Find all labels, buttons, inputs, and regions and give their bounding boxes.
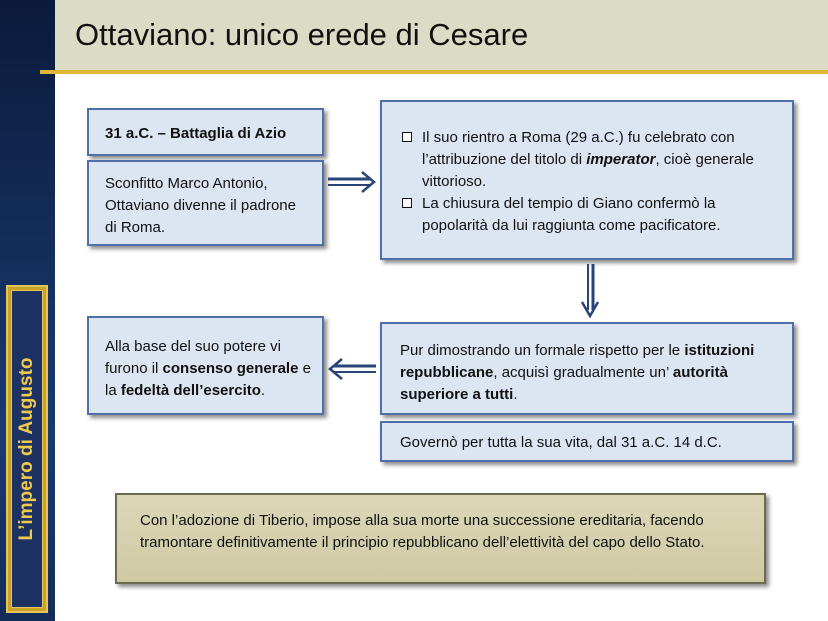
rientro-item-1-b: , cioè generale vittorioso. xyxy=(422,151,754,190)
istituzioni-t1: Pur dimostrando un formale rispetto per le xyxy=(400,342,685,359)
arrow-down-icon xyxy=(582,264,598,316)
potere-b1: consenso generale xyxy=(162,360,299,377)
governo-text: Governò per tutta la sua vita, dal 31 a.C. 14 d.C. xyxy=(400,434,722,451)
potere-t1: Alla base del suo potere vi furono il xyxy=(105,338,281,377)
azio-heading: 31 a.C. – Battaglia di Azio xyxy=(105,125,287,142)
potere-t2: e la xyxy=(105,360,311,399)
istituzioni-b2: autorità superiore a tutti xyxy=(400,364,728,403)
istituzioni-b1: istituzioni repubblicane xyxy=(400,342,755,381)
section-label: L’impero di Augusto xyxy=(16,357,37,541)
istituzioni-t3: . xyxy=(513,386,518,403)
arrow-right-icon xyxy=(328,172,374,192)
rientro-item-2-text: La chiusura del tempio di Giano confermò la popolarità da lui raggiunta come pacificatore. xyxy=(422,195,721,234)
tiberio-text: Con l’adozione di Tiberio, impose alla sua morte una successione ereditaria, facendo tramontare definitivamente il principio repubblicano dell’elettività del capo dello Stato. xyxy=(140,512,705,551)
istituzioni-t2: , acquisì gradualmente un’ xyxy=(493,364,673,381)
rientro-item-1-em: imperator xyxy=(586,151,656,168)
arrow-left-icon xyxy=(330,359,376,379)
potere-b2: fedeltà dell’esercito xyxy=(120,382,261,399)
slide-title: Ottaviano: unico erede di Cesare xyxy=(75,17,529,52)
rientro-item-1-a: Il suo rientro a Roma (29 a.C.) fu celebrato con l’attribuzione del titolo di xyxy=(422,129,735,168)
potere-t3: . xyxy=(260,382,266,399)
azio-text: Sconfitto Marco Antonio, Ottaviano divenne il padrone di Roma. xyxy=(105,175,296,236)
